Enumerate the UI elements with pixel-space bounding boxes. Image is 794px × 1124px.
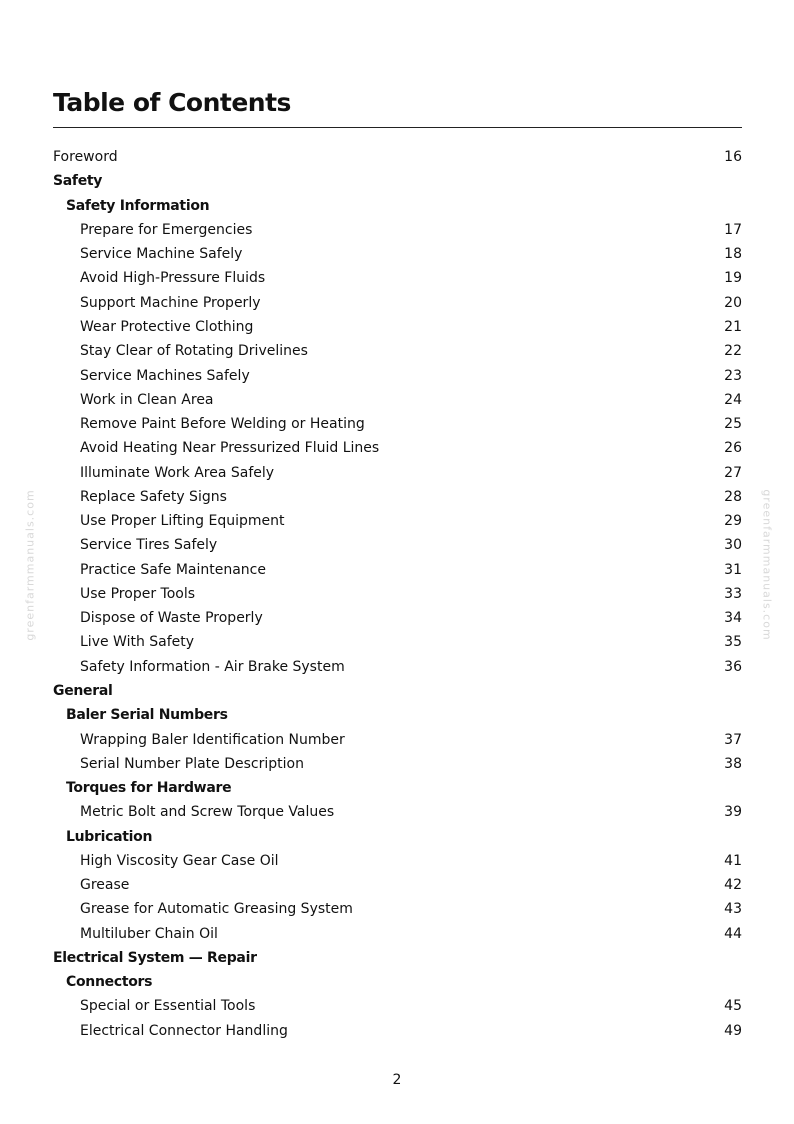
toc-entry[interactable] [53,849,742,873]
toc-entry[interactable] [53,800,742,824]
toc-entry-label: Stay Clear of Rotating Drivelines [80,343,308,360]
toc-entry-label: General [53,682,113,699]
toc-entry-page: 23 [724,367,742,384]
toc-entry[interactable] [53,266,742,290]
toc-entry-label: High Viscosity Gear Case Oil [80,852,279,869]
toc-entry-page: 37 [724,731,742,748]
toc-entry[interactable] [53,922,742,946]
toc-entry[interactable] [53,558,742,582]
toc-entry-label: Avoid Heating Near Pressurized Fluid Lines [80,440,380,457]
toc-entry-label: Serial Number Plate Description [80,755,304,772]
toc-entry-label: Safety Information [66,197,210,214]
toc-entry-label: Multiluber Chain Oil [80,925,218,942]
toc-entry-label: Electrical Connector Handling [80,1022,288,1039]
toc-section-heading [53,970,742,994]
toc-section-heading [53,679,742,703]
toc-entry-label: Wrapping Baler Identification Number [80,731,345,748]
toc-entry-label: Baler Serial Numbers [66,707,228,724]
toc-entry-page: 44 [724,925,742,942]
toc-entry-page: 21 [724,318,742,335]
toc-entry-label: Grease [80,877,130,894]
toc-entry-label: Electrical System — Repair [53,949,257,966]
toc-entry-page: 29 [724,513,742,530]
toc-entry-label: Metric Bolt and Screw Torque Values [80,804,335,821]
table-of-contents [53,145,742,1043]
toc-entry-label: Live With Safety [80,634,195,651]
toc-entry[interactable] [53,242,742,266]
toc-entry[interactable] [53,412,742,436]
toc-section-heading [53,776,742,800]
toc-entry-page: 28 [724,488,742,505]
toc-entry-page: 38 [724,755,742,772]
toc-entry-page: 16 [724,149,742,166]
toc-entry[interactable] [53,509,742,533]
toc-entry-label: Practice Safe Maintenance [80,561,266,578]
toc-section-heading [53,194,742,218]
toc-entry-label: Work in Clean Area [80,391,214,408]
toc-entry-page: 36 [724,658,742,675]
toc-entry-label: Grease for Automatic Greasing System [80,901,353,918]
toc-entry-page: 31 [724,561,742,578]
toc-entry-page: 18 [724,246,742,263]
toc-entry-page: 45 [724,998,742,1015]
toc-section-heading [53,824,742,848]
toc-entry-page: 27 [724,464,742,481]
toc-entry-label: Remove Paint Before Welding or Heating [80,416,365,433]
toc-entry[interactable] [53,145,742,169]
toc-section-heading [53,169,742,193]
watermark-right: greenfarmmanuals.com [760,489,774,641]
toc-entry-label: Illuminate Work Area Safely [80,464,275,481]
toc-entry-page: 25 [724,416,742,433]
toc-entry[interactable] [53,363,742,387]
toc-entry-label: Wear Protective Clothing [80,318,254,335]
toc-entry-page: 39 [724,804,742,821]
toc-entry-label: Safety [53,173,103,190]
toc-entry[interactable] [53,339,742,363]
page-title: Table of Contents [53,88,291,117]
toc-entry-page: 20 [724,294,742,311]
toc-entry-label: Replace Safety Signs [80,488,227,505]
toc-entry[interactable] [53,655,742,679]
toc-entry[interactable] [53,218,742,242]
toc-entry[interactable] [53,582,742,606]
toc-entry[interactable] [53,727,742,751]
toc-entry[interactable] [53,291,742,315]
toc-entry-label: Foreword [53,149,118,166]
toc-entry-label: Support Machine Properly [80,294,261,311]
page-number: 2 [392,1072,402,1088]
toc-entry[interactable] [53,873,742,897]
toc-entry-label: Prepare for Emergencies [80,221,253,238]
toc-entry-label: Lubrication [66,828,153,845]
toc-entry-page: 24 [724,391,742,408]
toc-entry-label: Connectors [66,974,153,991]
toc-entry[interactable] [53,436,742,460]
toc-entry-page: 43 [724,901,742,918]
toc-entry-page: 33 [724,585,742,602]
toc-section-heading [53,703,742,727]
toc-entry-label: Use Proper Lifting Equipment [80,513,285,530]
toc-entry-label: Service Machine Safely [80,246,243,263]
toc-entry-label: Avoid High-Pressure Fluids [80,270,266,287]
toc-entry-page: 19 [724,270,742,287]
toc-entry[interactable] [53,630,742,654]
toc-entry-label: Use Proper Tools [80,585,196,602]
toc-entry-page: 41 [724,852,742,869]
toc-entry-page: 22 [724,343,742,360]
toc-entry[interactable] [53,752,742,776]
toc-section-heading [53,946,742,970]
toc-entry-label: Safety Information - Air Brake System [80,658,345,675]
toc-entry-label: Service Machines Safely [80,367,250,384]
toc-entry-page: 42 [724,877,742,894]
toc-entry-label: Special or Essential Tools [80,998,256,1015]
toc-entry[interactable] [53,460,742,484]
toc-entry[interactable] [53,533,742,557]
toc-entry-label: Dispose of Waste Properly [80,610,263,627]
toc-entry[interactable] [53,388,742,412]
toc-entry[interactable] [53,994,742,1018]
toc-entry-page: 30 [724,537,742,554]
toc-entry-label: Torques for Hardware [66,780,232,797]
toc-entry[interactable] [53,606,742,630]
toc-entry-label: Service Tires Safely [80,537,218,554]
toc-entry[interactable] [53,1019,742,1043]
toc-entry-page: 35 [724,634,742,651]
toc-entry[interactable] [53,315,742,339]
toc-entry-page: 26 [724,440,742,457]
title-divider [53,127,742,128]
toc-entry-page: 49 [724,1022,742,1039]
toc-entry-page: 34 [724,610,742,627]
toc-entry[interactable] [53,897,742,921]
toc-entry-page: 17 [724,221,742,238]
toc-entry[interactable] [53,485,742,509]
watermark-left: greenfarmmanuals.com [23,489,37,641]
